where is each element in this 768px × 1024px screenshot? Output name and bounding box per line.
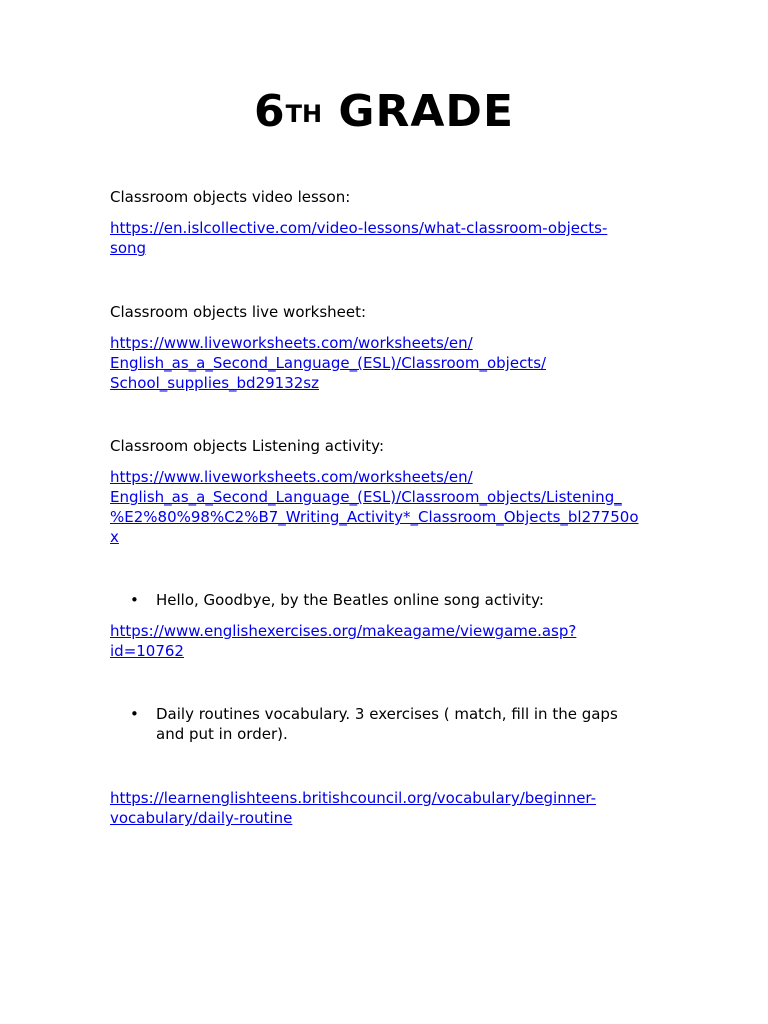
link-line[interactable]: id=10762 (110, 642, 184, 660)
bullet-item-beatles (110, 590, 670, 610)
title-number: 6 (253, 86, 286, 137)
page-title (0, 82, 768, 142)
link-line[interactable]: English_as_a_Second_Language_(ESL)/Classroom_objects/Listening_ (110, 488, 622, 506)
link-line[interactable]: song (110, 239, 147, 257)
title-superscript: TH (285, 100, 323, 128)
link-line[interactable]: https://en.islcollective.com/video-lessons/what-classroom-objects- (110, 219, 608, 237)
link-line[interactable]: English_as_a_Second_Language_(ESL)/Classroom_objects/ (110, 354, 547, 372)
section-heading-listening-activity: Classroom objects Listening activity: (110, 437, 385, 455)
link-listening-activity[interactable] (110, 467, 670, 547)
bullet-text: Daily routines vocabulary. 3 exercises ( match, fill in the gaps (156, 705, 618, 723)
link-video-lesson[interactable] (110, 218, 670, 258)
bullet-marker: • (130, 705, 139, 723)
link-line[interactable]: https://www.liveworksheets.com/worksheets/en/ (110, 468, 473, 486)
link-line[interactable]: vocabulary/daily-routine (110, 809, 293, 827)
bullet-text: Hello, Goodbye, by the Beatles online song activity: (156, 591, 544, 609)
section-heading-video-lesson: Classroom objects video lesson: (110, 188, 351, 206)
bullet-marker: • (130, 591, 139, 609)
link-line[interactable]: School_supplies_bd29132sz (110, 374, 319, 392)
link-line[interactable]: https://learnenglishteens.britishcouncil.org/vocabulary/beginner- (110, 789, 597, 807)
section-heading-live-worksheet: Classroom objects live worksheet: (110, 303, 367, 321)
link-line[interactable]: %E2%80%98%C2%B7_Writing_Activity*_Classroom_Objects_bl27750o (110, 508, 639, 526)
link-line[interactable]: https://www.liveworksheets.com/worksheets/en/ (110, 334, 473, 352)
link-daily-routines[interactable] (110, 788, 670, 828)
link-beatles-activity[interactable] (110, 621, 670, 661)
bullet-text: and put in order). (156, 725, 288, 743)
link-live-worksheet[interactable] (110, 333, 670, 393)
link-line[interactable]: https://www.englishexercises.org/makeagame/viewgame.asp? (110, 622, 577, 640)
bullet-item-daily-routines (110, 704, 670, 744)
title-text: GRADE (322, 86, 515, 137)
link-line[interactable]: x (110, 528, 119, 546)
